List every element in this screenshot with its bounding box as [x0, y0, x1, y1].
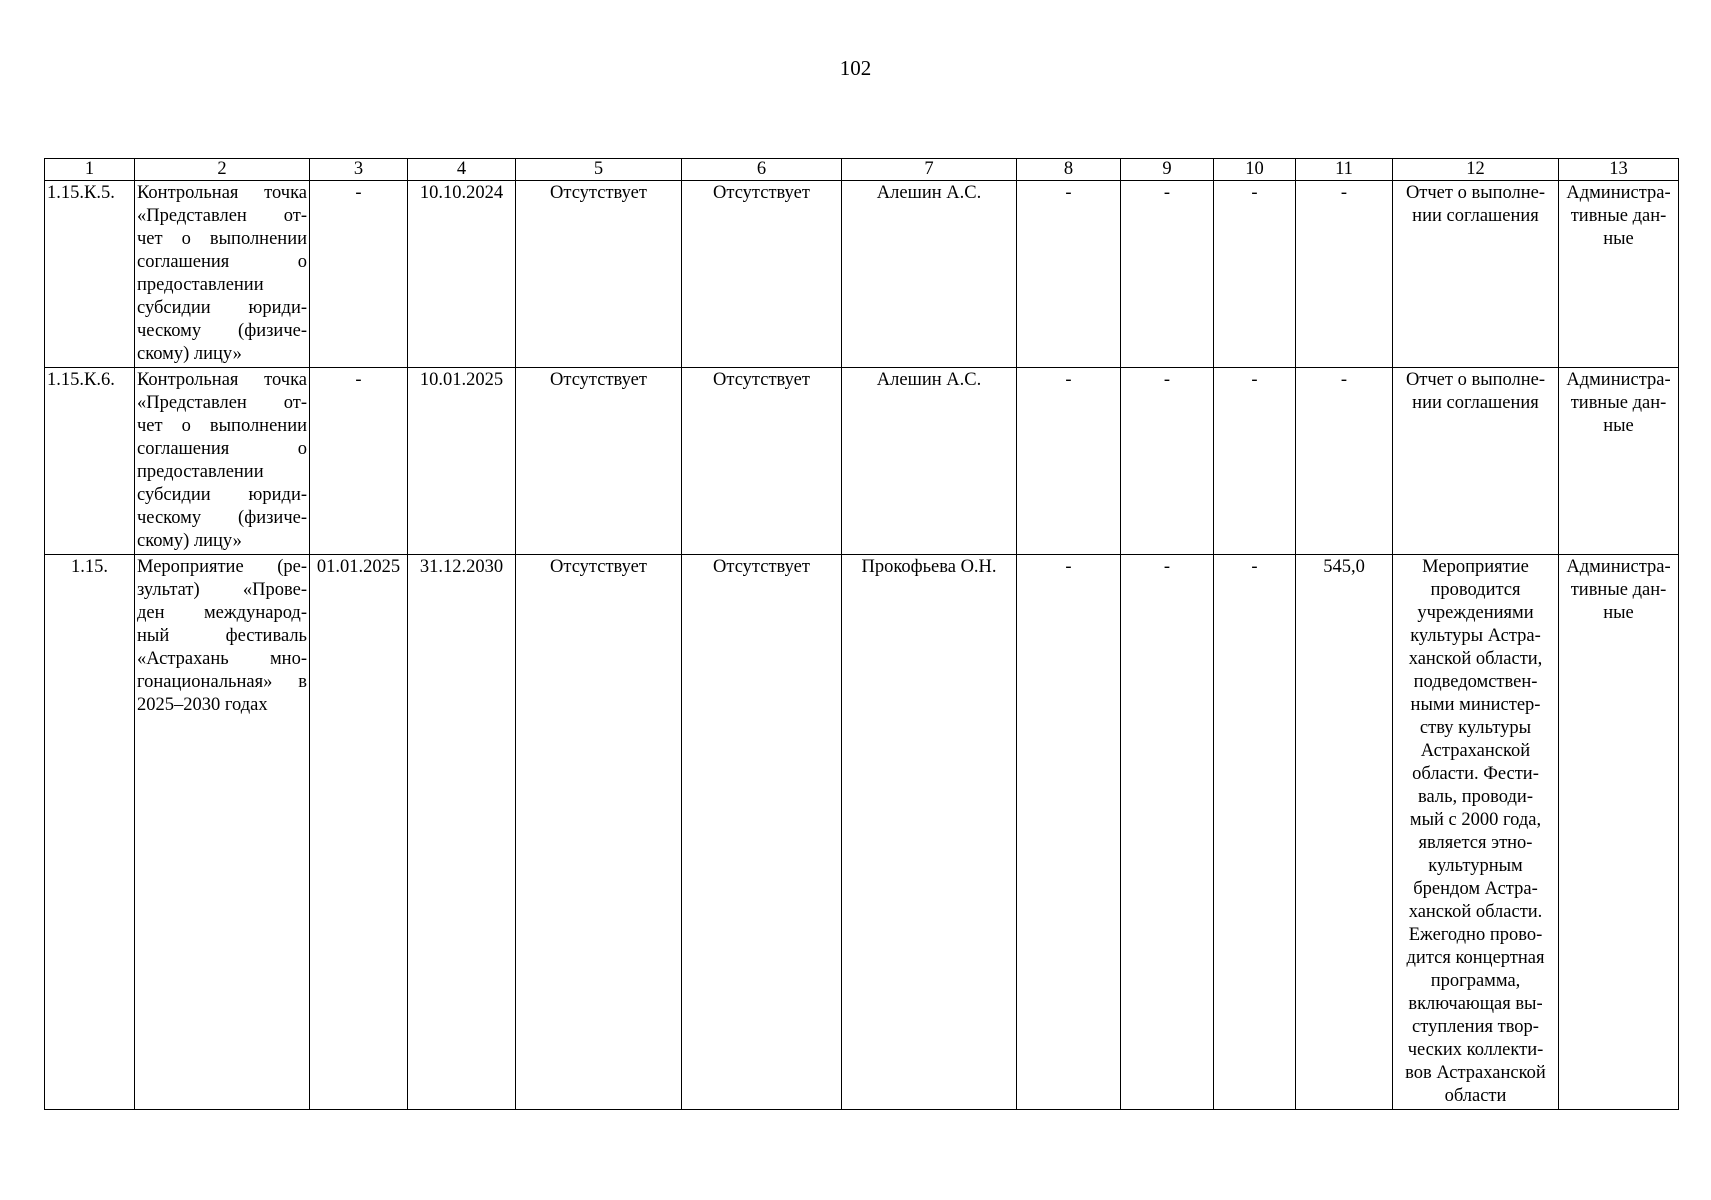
column-header: 6 [682, 159, 842, 181]
col10-value: - [1214, 181, 1296, 368]
col9-value: - [1121, 368, 1214, 555]
row-code: 1.15.К.6. [45, 368, 135, 555]
col11-value: - [1296, 368, 1393, 555]
end-date: 10.01.2025 [408, 368, 516, 555]
column-header: 12 [1393, 159, 1559, 181]
data-source: Администра- тивные дан- ные [1559, 181, 1679, 368]
responsible: Алешин А.С. [842, 368, 1017, 555]
col6-value: Отсутствует [682, 555, 842, 1110]
end-date: 10.10.2024 [408, 181, 516, 368]
column-header: 10 [1214, 159, 1296, 181]
data-source: Администра- тивные дан- ные [1559, 368, 1679, 555]
col8-value: - [1017, 555, 1121, 1110]
col9-value: - [1121, 555, 1214, 1110]
row-name: Мероприятие (ре- зультат) «Прове- ден международ- ный фестиваль «Астрахань мно- гонациональная» в 2025–2030 годах [135, 555, 310, 1110]
start-date: 01.01.2025 [310, 555, 408, 1110]
column-header: 7 [842, 159, 1017, 181]
responsible: Прокофьева О.Н. [842, 555, 1017, 1110]
column-number-row [45, 159, 1679, 181]
col8-value: - [1017, 368, 1121, 555]
result-description: Мероприятие проводится учреждениями культуры Астра- ханской области, подведомствен- ными министер- ству культуры Астраханской области. Фести- валь, проводи- мый с 2000 года, является этно- культурным брендом Астра- ханской области. Ежегодно прово- дится концертная программа, включающая вы- ступления твор- ческих коллекти- вов Астраханской области [1393, 555, 1559, 1110]
table-row [45, 181, 1679, 368]
column-header: 9 [1121, 159, 1214, 181]
column-header: 5 [516, 159, 682, 181]
col6-value: Отсутствует [682, 181, 842, 368]
table-row [45, 555, 1679, 1110]
responsible: Алешин А.С. [842, 181, 1017, 368]
column-header: 13 [1559, 159, 1679, 181]
col11-value: 545,0 [1296, 555, 1393, 1110]
column-header: 4 [408, 159, 516, 181]
row-name: Контрольная точка «Представлен от- чет о выполнении соглашения о предоставлении субсидии юриди- ческому (физиче- скому) лицу» [135, 181, 310, 368]
start-date: - [310, 181, 408, 368]
col11-value: - [1296, 181, 1393, 368]
col10-value: - [1214, 555, 1296, 1110]
row-code: 1.15.К.5. [45, 181, 135, 368]
column-header: 11 [1296, 159, 1393, 181]
col5-value: Отсутствует [516, 181, 682, 368]
result-description: Отчет о выполне- нии соглашения [1393, 181, 1559, 368]
row-code: 1.15. [45, 555, 135, 1110]
column-header: 3 [310, 159, 408, 181]
activity-table [44, 158, 1679, 1110]
end-date: 31.12.2030 [408, 555, 516, 1110]
result-description: Отчет о выполне- нии соглашения [1393, 368, 1559, 555]
column-header: 1 [45, 159, 135, 181]
col8-value: - [1017, 181, 1121, 368]
col9-value: - [1121, 181, 1214, 368]
col10-value: - [1214, 368, 1296, 555]
col6-value: Отсутствует [682, 368, 842, 555]
column-header: 8 [1017, 159, 1121, 181]
col5-value: Отсутствует [516, 555, 682, 1110]
col5-value: Отсутствует [516, 368, 682, 555]
column-header: 2 [135, 159, 310, 181]
row-name: Контрольная точка «Представлен от- чет о выполнении соглашения о предоставлении субсидии юриди- ческому (физиче- скому) лицу» [135, 368, 310, 555]
table-row [45, 368, 1679, 555]
start-date: - [310, 368, 408, 555]
page-number: 102 [839, 56, 872, 80]
data-source: Администра- тивные дан- ные [1559, 555, 1679, 1110]
